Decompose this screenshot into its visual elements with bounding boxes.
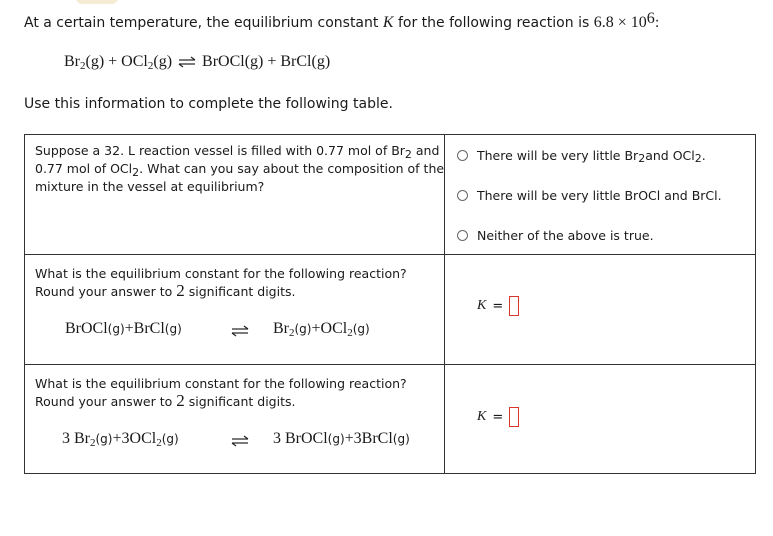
intro-text: At a certain temperature, the equilibrium constant K for the following reaction is $6.8 \times 10^6$: — [24, 10, 660, 31]
option-little-reactants[interactable]: There will be very little Br $_2$ and OCl $_2$ . — [457, 148, 706, 163]
k-value: 6.8 × 10 — [593, 14, 647, 31]
instructions: Use this information to complete the following table. — [24, 96, 393, 112]
radio-button[interactable] — [457, 190, 468, 201]
equilibrium-arrow-icon — [231, 325, 249, 337]
q2-answer: K = — [477, 296, 519, 316]
q3-reactants: 3 $Br_2(g)+3OCl_2(g)$ — [62, 430, 179, 449]
q2-products: $Br_2(g)+OCl_2(g)$ — [273, 320, 370, 339]
q2-reactants: BrOCl(g)+BrCl(g) — [65, 320, 182, 337]
divider — [25, 364, 755, 365]
q3-prompt: What is the equilibrium constant for the following reaction? Round your answer to 2 significant digits. — [35, 376, 407, 410]
question-table — [24, 134, 756, 474]
q3-answer: K = — [477, 407, 519, 427]
option-little-products[interactable]: There will be very little BrOCl and BrCl. — [457, 188, 722, 203]
k-symbol: K — [382, 14, 394, 31]
equilibrium-arrow-icon — [178, 56, 196, 68]
radio-button[interactable] — [457, 150, 468, 161]
q1-prompt: Suppose a 32. L reaction vessel is filled with 0.77 mol of $Br_2$ and 0.77 mol of OCl$_2$. What can you say about the composition of the mixture in the vessel at equilibrium? — [35, 143, 445, 194]
radio-button[interactable] — [457, 230, 468, 241]
k-answer-input[interactable] — [509, 296, 519, 316]
equilibrium-arrow-icon — [231, 435, 249, 447]
k-answer-input[interactable] — [509, 407, 519, 427]
top-tab — [76, 0, 118, 4]
reaction-equation: $Br_2(g) + OCl_2(g)$ BrOCl(g) + BrCl(g) — [64, 53, 331, 72]
q2-prompt: What is the equilibrium constant for the following reaction? Round your answer to 2 significant digits. — [35, 266, 407, 300]
divider — [25, 254, 755, 255]
option-neither[interactable]: Neither of the above is true. — [457, 228, 654, 243]
divider — [444, 135, 445, 473]
q3-products: 3 BrOCl(g)+3BrCl(g) — [273, 430, 410, 447]
